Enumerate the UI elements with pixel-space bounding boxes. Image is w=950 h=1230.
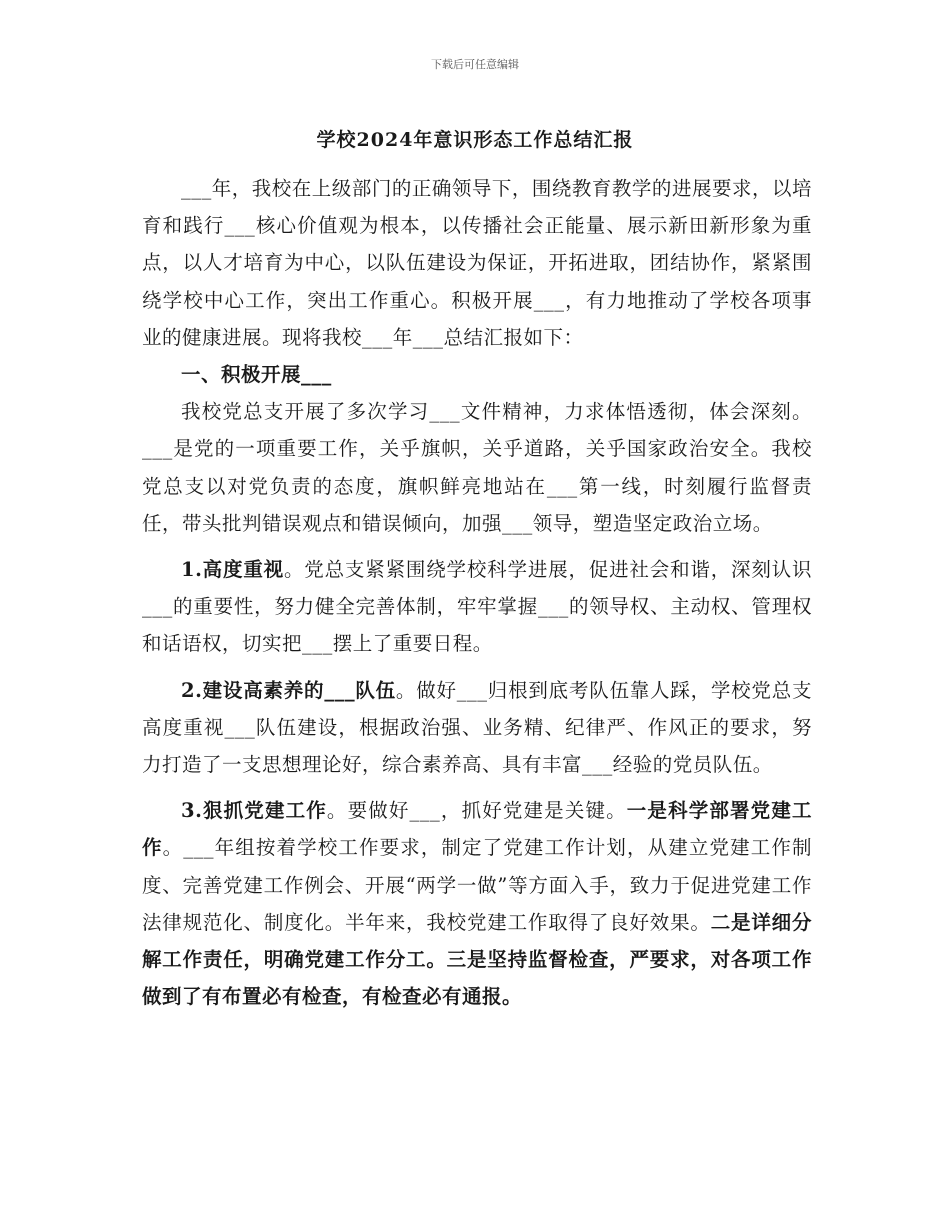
- item-1-text: 。党总支紧紧围绕学校科学进展，促进社会和谐，深刻认识___的重要性，努力健全完善体制，牢牢掌握___的领导权、主动权、管理权和话语权，切实把___摆上了重要日程。: [142, 558, 812, 656]
- item-3-bold-2: 二是详细分解工作责任，明确党建工作分工。三是坚持监督检查，严要求，对各项工作做到了有布置必有检查，有检查必有通报。: [142, 910, 812, 1009]
- document-body: [142, 170, 812, 1015]
- page-header-note: 下载后可任意编辑: [431, 58, 519, 71]
- item-1-paragraph: [142, 551, 812, 663]
- document-title: 学校2024年意识形态工作总结汇报: [316, 129, 634, 151]
- section-heading-1: 一、积极开展___: [181, 363, 332, 387]
- item-3-text-2: 。___年组按着学校工作要求，制定了党建工作计划，从建立党建工作制度、完善党建工作例会、开展“两学一做”等方面入手，致力于促进党建工作法律规范化、制度化。半年来，我校党建工作取得了良好效果。: [142, 836, 812, 934]
- item-2-lead: 2.建设高素养的___队伍: [181, 678, 396, 702]
- section-1-paragraph: 我校党总支开展了多次学习___文件精神，力求体悟透彻，体会深刻。___是党的一项重要工作，关乎旗帜，关乎道路，关乎国家政治安全。我校党总支以对党负责的态度，旗帜鲜亮地站在___第一线，时刻履行监督责任，带头批判错误观点和错误倾向，加强___领导，塑造坚定政治立场。: [142, 400, 812, 535]
- item-3-bold-1: 一是科学部署党建工作: [142, 799, 812, 860]
- item-1-lead: 1.高度重视: [181, 558, 284, 582]
- item-3-text-1: 。要做好___，抓好党建是关键。: [326, 799, 627, 823]
- item-3-paragraph: [142, 792, 812, 1015]
- intro-paragraph: ___年，我校在上级部门的正确领导下，围绕教育教学的进展要求，以培育和践行___核心价值观为根本，以传播社会正能量、展示新田新形象为重点，以人才培育为中心，以队伍建设为保证，开拓进取，团结协作，紧紧围绕学校中心工作，突出工作重心。积极开展___，有力地推动了学校各项事业的健康进展。现将我校___年___总结汇报如下：: [142, 177, 812, 349]
- item-2-text: 。做好___归根到底考队伍靠人踩，学校党总支高度重视___队伍建设，根据政治强、业务精、纪律严、作风正的要求，努力打造了一支思想理论好，综合素养高、具有丰富___经验的党员队伍。: [142, 678, 812, 777]
- item-3-lead: 3.狠抓党建工作: [181, 799, 327, 823]
- item-2-paragraph: [142, 672, 812, 784]
